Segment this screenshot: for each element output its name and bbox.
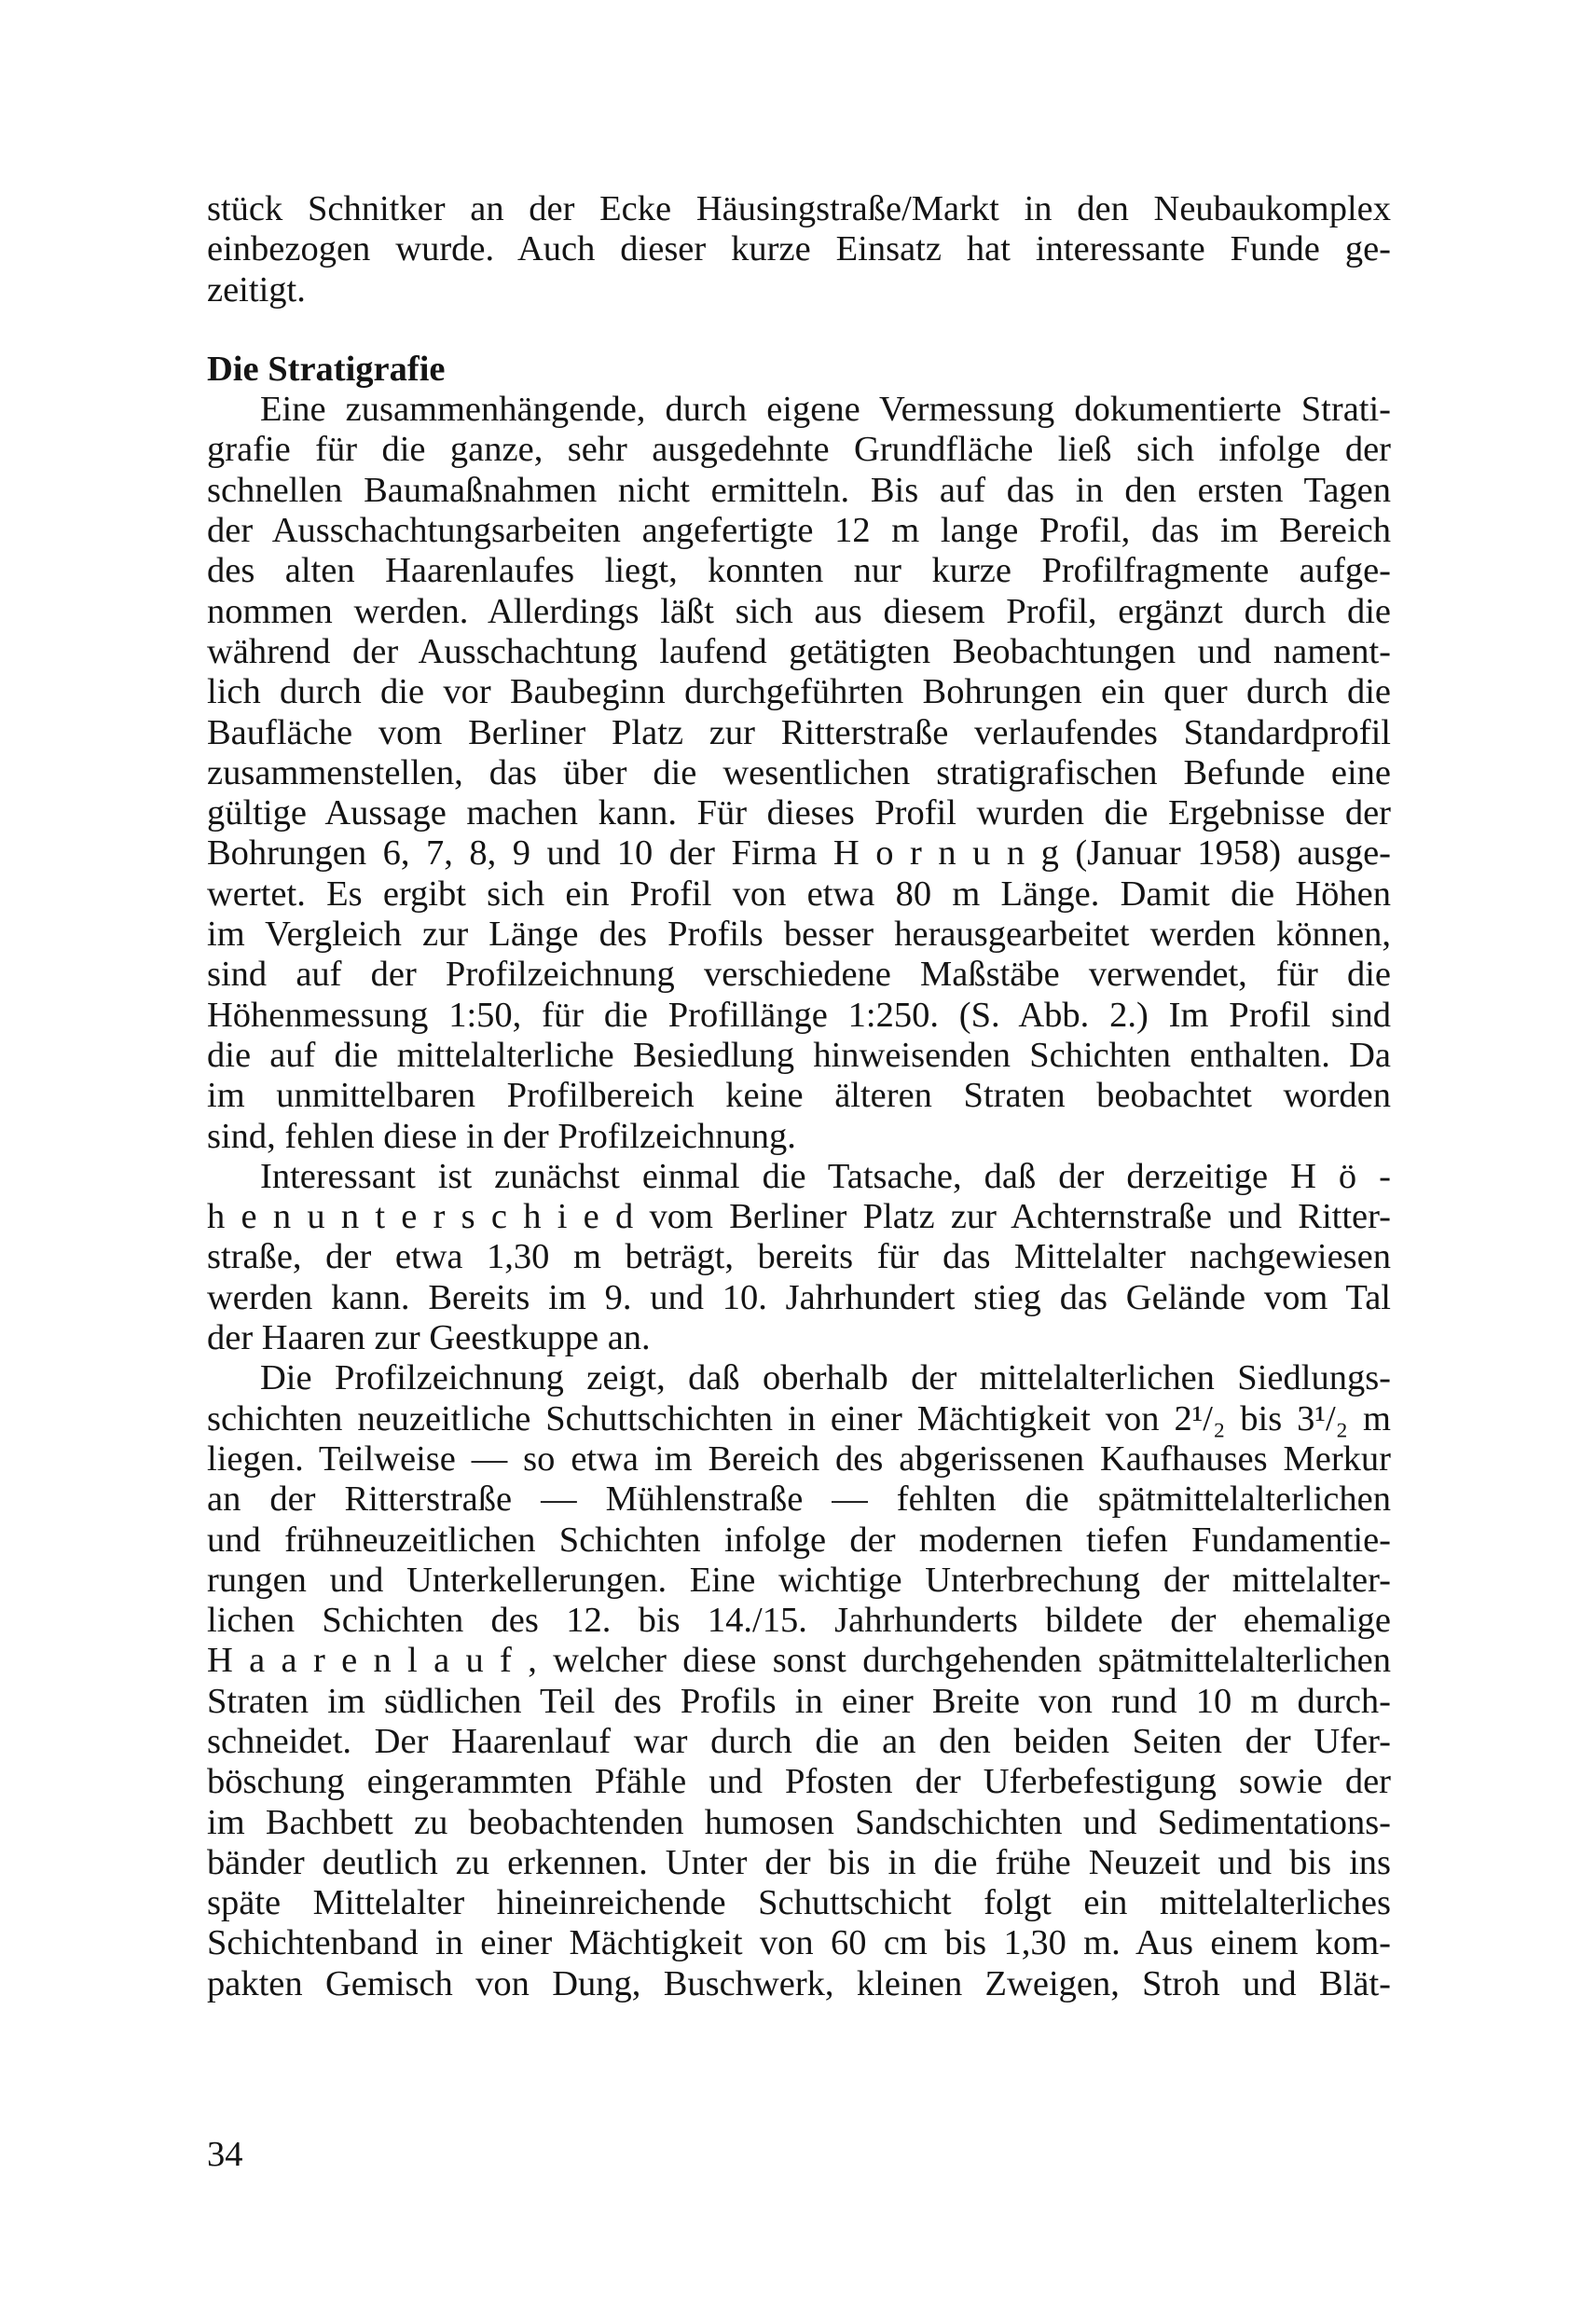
text-line: des alten Haarenlaufes liegt, konnten nur kurze Profilfragmente aufge-: [207, 551, 1391, 591]
text-line: lich durch die vor Baubeginn durchgeführten Bohrungen ein quer durch die: [207, 672, 1391, 712]
text-line: Schichtenband in einer Mächtigkeit von 60 cm bis 1,30 m. Aus einem kom-: [207, 1923, 1391, 1963]
paragraph-2: [207, 1157, 1391, 1358]
text-line: und frühneuzeitlichen Schichten infolge der modernen tiefen Fundamentie-: [207, 1520, 1391, 1560]
text-line: Baufläche vom Berliner Platz zur Ritterstraße verlaufendes Standardprofil: [207, 712, 1391, 752]
body-text: [207, 189, 1391, 2004]
text-line: schneidet. Der Haarenlauf war durch die an den beiden Seiten der Ufer-: [207, 1721, 1391, 1761]
text-line: zusammenstellen, das über die wesentlichen stratigrafischen Befunde eine: [207, 752, 1391, 792]
text-line: im unmittelbaren Profilbereich keine älteren Straten beobachtet worden: [207, 1076, 1391, 1116]
text-line: h e n u n t e r s c h i e d vom Berliner Platz zur Achternstraße und Ritter-: [207, 1197, 1391, 1237]
text-line: die auf die mittelalterliche Besiedlung hinweisenden Schichten enthalten. Da: [207, 1035, 1391, 1075]
paragraph-1: [207, 390, 1391, 1157]
text-line: H a a r e n l a u f , welcher diese sonst durchgehenden spätmittelalterlichen: [207, 1641, 1391, 1681]
text-line: rungen und Unterkellerungen. Eine wichtige Unterbrechung der mittelalter-: [207, 1560, 1391, 1600]
text-line: zeitigt.: [207, 269, 306, 310]
text-line: wertet. Es ergibt sich ein Profil von etwa 80 m Länge. Damit die Höhen: [207, 874, 1391, 914]
text-line: bänder deutlich zu erkennen. Unter der bis in die frühe Neuzeit und bis ins: [207, 1842, 1391, 1882]
text-line: liegen. Teilweise — so etwa im Bereich des abgerissenen Kaufhauses Merkur: [207, 1438, 1391, 1479]
text-line: schichten neuzeitliche Schuttschichten in einer Mächtigkeit von 2¹/₂ bis 3¹/₂ m: [207, 1398, 1391, 1438]
page-number: 34: [207, 2135, 243, 2174]
text-line: gültige Aussage machen kann. Für dieses Profil wurden die Ergebnisse der: [207, 793, 1391, 833]
text-line: an der Ritterstraße — Mühlenstraße — fehlten die spätmittelalterlichen: [207, 1479, 1391, 1520]
text-line: Eine zusammenhängende, durch eigene Vermessung dokumentierte Strati-: [260, 390, 1391, 430]
text-line: sind, fehlen diese in der Profilzeichnung.: [207, 1116, 796, 1156]
text-line: Bohrungen 6, 7, 8, 9 und 10 der Firma H o r n u n g (Januar 1958) ausge-: [207, 833, 1391, 874]
text-line: werden kann. Bereits im 9. und 10. Jahrhundert stieg das Gelände vom Tal: [207, 1277, 1391, 1317]
text-line: lichen Schichten des 12. bis 14./15. Jahrhunderts bildete der ehemalige: [207, 1601, 1391, 1641]
text-line: im Vergleich zur Länge des Profils besser herausgearbeitet werden können,: [207, 915, 1391, 955]
section-gap: [207, 310, 1391, 350]
text-line: während der Ausschachtung laufend getätigten Beobachtungen und nament-: [207, 631, 1391, 671]
text-line: späte Mittelalter hineinreichende Schuttschicht folgt ein mittelalterliches: [207, 1883, 1391, 1923]
text-line: stück Schnitker an der Ecke Häusingstraße/Markt in den Neubaukomplex: [207, 189, 1391, 228]
text-line: schnellen Baumaßnahmen nicht ermitteln. Bis auf das in den ersten Tagen: [207, 470, 1391, 510]
text-line: im Bachbett zu beobachtenden humosen Sandschichten und Sedimentations-: [207, 1802, 1391, 1842]
text-line: grafie für die ganze, sehr ausgedehnte Grundfläche ließ sich infolge der: [207, 430, 1391, 470]
text-line: Höhenmessung 1:50, für die Profillänge 1:250. (S. Abb. 2.) Im Profil sind: [207, 995, 1391, 1035]
text-line: Die Profilzeichnung zeigt, daß oberhalb der mittelalterlichen Siedlungs-: [260, 1358, 1391, 1398]
text-line: Interessant ist zunächst einmal die Tatsache, daß der derzeitige H ö -: [260, 1156, 1391, 1196]
intro-paragraph: [207, 189, 1391, 310]
text-line: straße, der etwa 1,30 m beträgt, bereits für das Mittelalter nachgewiesen: [207, 1237, 1391, 1277]
text-line: nommen werden. Allerdings läßt sich aus diesem Profil, ergänzt durch die: [207, 591, 1391, 631]
paragraph-3: [207, 1358, 1391, 2004]
text-line: der Ausschachtungsarbeiten angefertigte 12 m lange Profil, das im Bereich: [207, 511, 1391, 551]
text-line: Straten im südlichen Teil des Profils in einer Breite von rund 10 m durch-: [207, 1681, 1391, 1721]
text-line: der Haaren zur Geestkuppe an.: [207, 1318, 651, 1358]
section-heading: Die Stratigrafie: [207, 349, 446, 389]
text-line: einbezogen wurde. Auch dieser kurze Einsatz hat interessante Funde ge-: [207, 229, 1391, 269]
text-line: böschung eingerammten Pfähle und Pfosten der Uferbefestigung sowie der: [207, 1762, 1391, 1802]
text-line: sind auf der Profilzeichnung verschiedene Maßstäbe verwendet, für die: [207, 955, 1391, 995]
text-line: pakten Gemisch von Dung, Buschwerk, kleinen Zweigen, Stroh und Blät-: [207, 1963, 1391, 2003]
